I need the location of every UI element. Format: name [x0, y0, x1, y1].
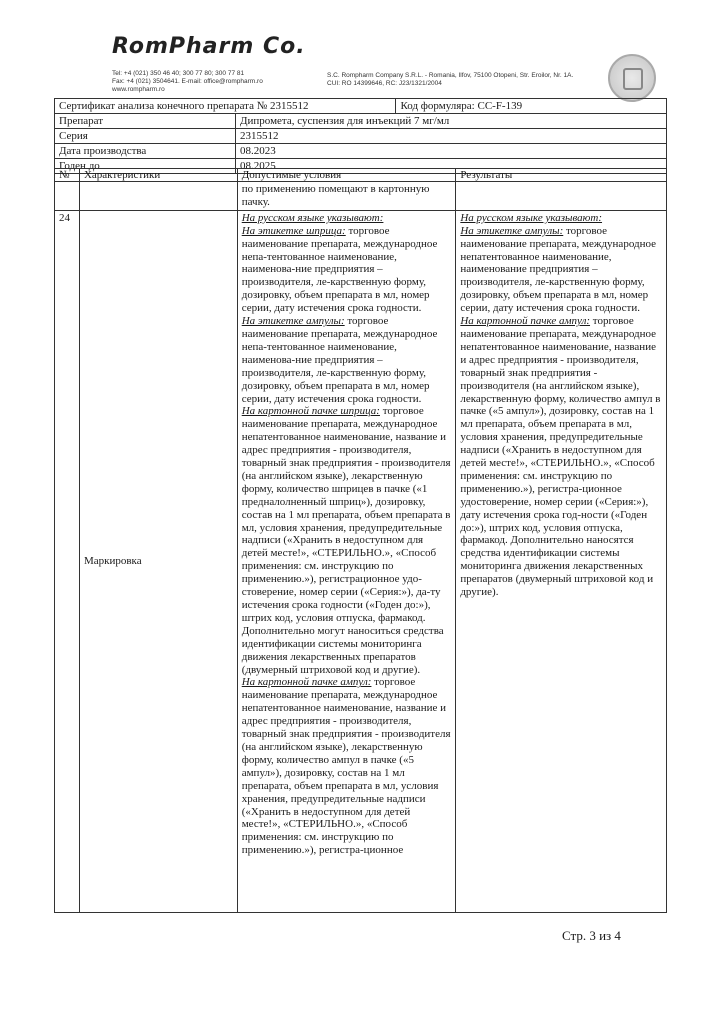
header-value: Дипромета, суспензия для инъекций 7 мг/мл — [236, 114, 667, 129]
header-label: Дата производства — [55, 144, 236, 159]
header-value: 08.2025 — [236, 159, 667, 174]
col-characteristics-header: Характеристики — [79, 169, 237, 182]
formulary-code: Код формуляра: CC-F-139 — [396, 99, 667, 114]
header-label: Годен до — [55, 159, 236, 174]
website-line: www.rompharm.ro — [112, 86, 165, 93]
company-logo: RomPharm Co. — [112, 34, 306, 59]
company-line-1: S.C. Rompharm Company S.R.L. - Romania, Ilfov, 75100 Otopeni, Str. Eroilor, Nr. 1A. — [327, 72, 574, 79]
row-24 — [55, 210, 667, 912]
page-number: Стр. 3 из 4 — [562, 928, 621, 943]
conditions-cell — [237, 210, 456, 912]
res-ampoule-box: На картонной пачке ампул: торговое наименование препарата, международное непатентованное наименование, название и адрес предприятия - производителя, товарный знак предприятия - производителя (на английском языке), лекарственную форму, количество ампул в пачке («5 ампул»), дозировку, состав на 1 мл препарата, объем препарата в мл, условия хранения, предупредительные надписи («Хранить в недоступном для детей месте!», «СТЕРИЛЬНО.», «Способ применения: см. инструкцию по применению.»), регистра-ционное удостоверение, номер серии («Серия:»), дату истечения срока год-ности («Годен до:»), штрих код, условия отпуска, фармакод. Дополнительно наносятся средства идентификации системы мониторинга движения лекарственных препаратов (двумерный штриховой код и другие). — [460, 315, 661, 599]
empty-cell — [55, 182, 80, 211]
header-label: Серия — [55, 129, 236, 144]
phone-line: Tel: +4 (021) 350 46 40; 300 77 80; 300 77 81 — [112, 70, 245, 77]
cond-ampoule-box: На картонной пачке ампул: торговое наименование препарата, международное непатентованное наименование, название и адрес предприятия - производителя, товарный знак предприятия - производителя (на английском языке), лекарственную форму, количество ампул в пачке («5 ампул»), дозировку, состав на 1 мл препарата, объем препарата в мл, условия хранения, предупредительные надписи («Хранить в недоступном для детей месте!», «СТЕРИЛЬНО.», «Способ применения: см. инструкцию по применению.»), регистра-ционное — [241, 676, 451, 857]
company-address — [327, 72, 573, 88]
col-results-header: Результаты — [456, 169, 667, 182]
res-heading: На русском языке указывают: — [460, 211, 603, 224]
cond-syringe-label: На этикетке шприца: торговое наименование препарата, международное непа-тентованное наименование, наименова-ние предприятия – производителя, ле-карственную форму, дозировку, объем препарата в мл, номер серии, дату истечения срока годности. — [241, 224, 438, 315]
certificate-header-table — [54, 98, 667, 174]
header-value: 2315512 — [236, 129, 667, 144]
col-conditions-header: Допустимые условия — [237, 169, 456, 182]
res-ampoule-label: На этикетке ампулы: торговое наименование препарата, международное непатентованное наименование, наименование предприятия – производителя, ле-карственную форму, дозировку, объем препарата в мл, номер серии, дату истечения срока годности. — [460, 224, 657, 315]
cond-ampoule-label: На этикетке ампулы: торговое наименование препарата, международное непа-тентованное наименование, наименова-ние предприятия – производителя, ле-карственную форму, дозировку, объем препарата в мл, номер серии, дату истечения срока годности. — [241, 315, 438, 405]
column-header-row — [55, 169, 667, 182]
row-characteristic: Маркировка — [79, 210, 237, 912]
empty-cell — [456, 182, 667, 211]
continuation-text: по применению помещают в картонную пачку. — [237, 182, 456, 211]
header-row-manufacture-date — [55, 144, 667, 159]
results-cell — [456, 210, 667, 912]
company-line-2: CUI: RO 14399646, RC: J23/1321/2004 — [327, 80, 442, 87]
continuation-row — [55, 182, 667, 211]
fax-line: Fax: +4 (021) 3504641. E-mail: office@rompharm.ro — [112, 78, 263, 85]
col-num-header: № — [55, 169, 80, 182]
row-number: 24 — [55, 210, 80, 912]
header-row-batch — [55, 129, 667, 144]
header-value: 08.2023 — [236, 144, 667, 159]
contact-info — [112, 70, 263, 94]
empty-cell — [79, 182, 237, 211]
characteristics-table — [54, 168, 667, 913]
header-label: Препарат — [55, 114, 236, 129]
cond-syringe-box: На картонной пачке шприца: торговое наименование препарата, международное непатентованное наименование, название и адрес предприятия - производителя, товарный знак предприятия - производителя (на английском языке), лекарственную форму, количество шприцев в пачке («1 предналолненный шприц»), дозировку, состав на 1 мл препарата, объем препарата в мл, условия хранения, предупредительные надписи («Хранить в недоступном для детей месте!», «СТЕРИЛЬНО.», «Способ применения: см. инструкцию по применению.»), регистрационное удо-стоверение, номер серии («Серия:»), да-ту истечения срока годности («Годен до:»), штрих код, условия отпуска, фармакод. Дополнительно могут наноситься средства идентификации системы мониторинга движения лекарственных препаратов (двумерный штриховой код и другие). — [241, 405, 451, 676]
certificate-title: Сертификат анализа конечного препарата № 2315512 — [55, 99, 396, 114]
cond-heading: На русском языке указывают: — [241, 211, 384, 224]
company-seal-icon — [608, 54, 656, 102]
certificate-title-row — [55, 99, 667, 114]
header-row-product — [55, 114, 667, 129]
